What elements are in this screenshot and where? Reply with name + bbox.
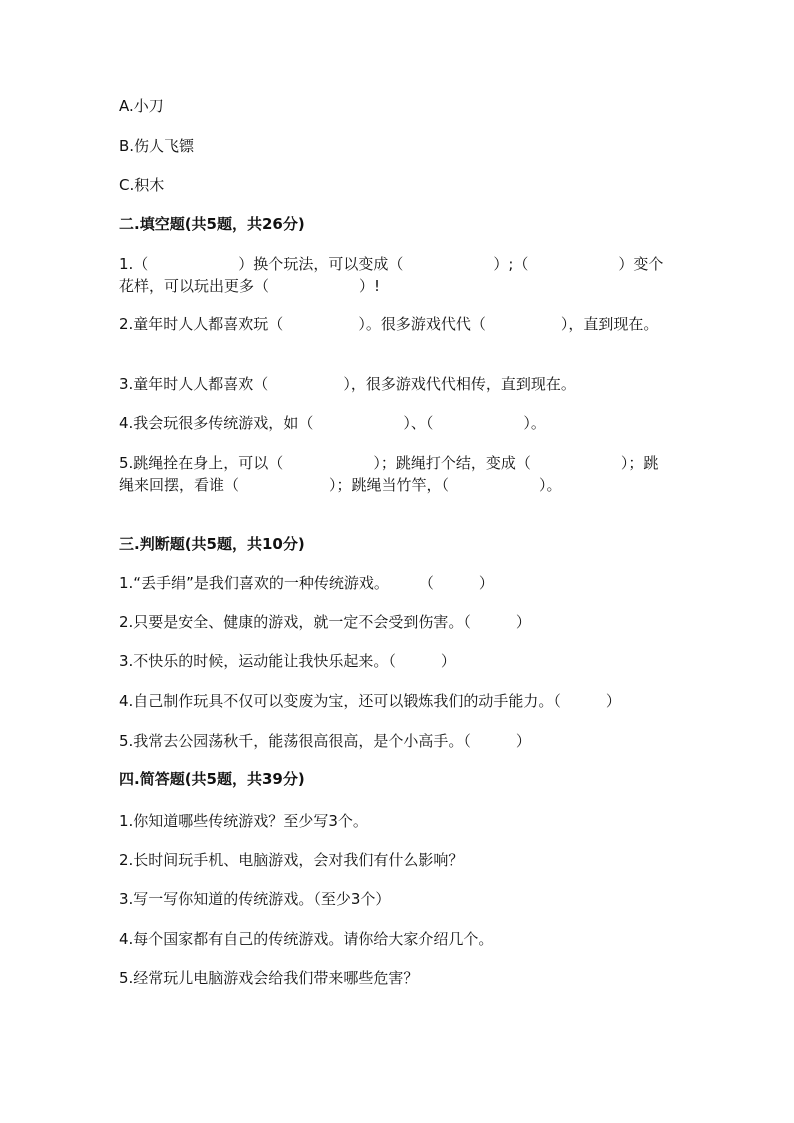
short-question-5: 5.经常玩儿电脑游戏会给我们带来哪些危害？ (119, 969, 419, 987)
option-a: A.小刀 (119, 97, 164, 115)
fill-question-4: 4.我会玩很多传统游戏，如（ ）、（ ）。 (119, 414, 546, 432)
fill-question-2: 2.童年时人人都喜欢玩（ ）。很多游戏代代（ ），直到现在。 (119, 315, 659, 333)
fill-question-3: 3.童年时人人都喜欢（ ），很多游戏代代相传，直到现在。 (119, 375, 576, 393)
judge-question-5: 5.我常去公园荡秋千，能荡很高很高，是个小高手。（ ） (119, 732, 531, 750)
short-question-1: 1.你知道哪些传统游戏？至少写3个。 (119, 812, 368, 830)
option-c: C.积木 (119, 176, 165, 194)
section-heading-judge: 三.判断题(共5题，共10分) (119, 535, 305, 553)
judge-question-3: 3.不快乐的时候，运动能让我快乐起来。（ ） (119, 652, 456, 670)
judge-question-2: 2.只要是安全、健康的游戏，就一定不会受到伤害。（ ） (119, 613, 531, 631)
option-b: B.伤人飞镖 (119, 137, 195, 155)
fill-question-1: 1.（ ）换个玩法，可以变成（ ）;（ ）变个花样，可以玩出更多（ ）! (119, 255, 664, 295)
short-question-2: 2.长时间玩手机、电脑游戏，会对我们有什么影响？ (119, 851, 464, 869)
judge-question-1: 1.“丢手绢”是我们喜欢的一种传统游戏。 （ ） (119, 574, 494, 592)
section-heading-fill: 二.填空题(共5题，共26分) (119, 215, 305, 233)
section-heading-short: 四.简答题(共5题，共39分) (119, 770, 305, 788)
fill-question-5: 5.跳绳拴在身上，可以（ ）；跳绳打个结，变成（ ）；跳绳来回摆，看谁（ ）；跳绳当竹竿，（ ）。 (119, 454, 659, 494)
short-question-3: 3.写一写你知道的传统游戏。（至少3个） (119, 890, 391, 908)
short-question-4: 4.每个国家都有自己的传统游戏。请你给大家介绍几个。 (119, 930, 494, 948)
judge-question-4: 4.自己制作玩具不仅可以变废为宝，还可以锻炼我们的动手能力。（ ） (119, 692, 621, 710)
